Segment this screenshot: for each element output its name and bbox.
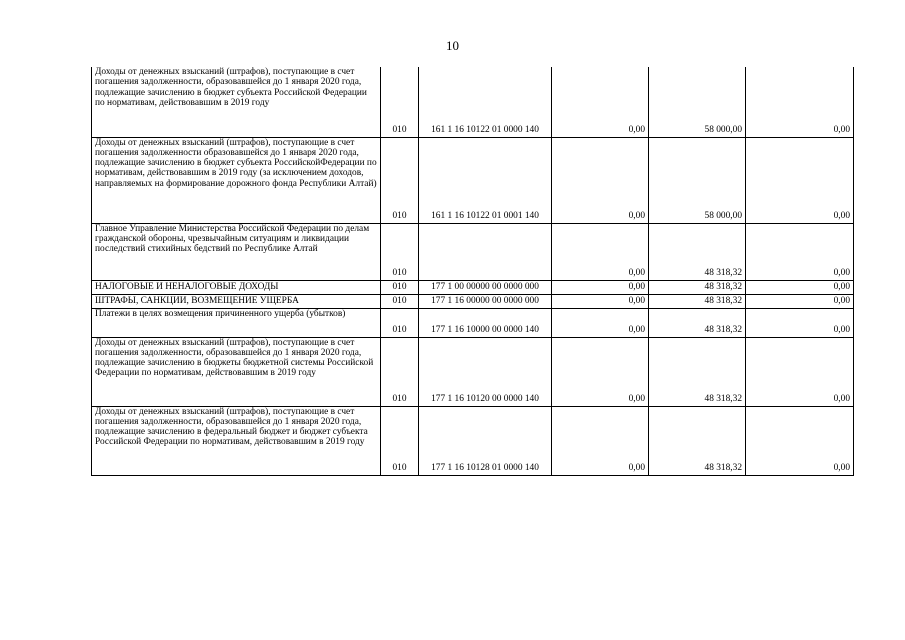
- row-value-3: 0,00: [746, 406, 854, 475]
- row-code: 010: [381, 406, 419, 475]
- row-name: ШТРАФЫ, САНКЦИИ, ВОЗМЕЩЕНИЕ УЩЕРБА: [92, 294, 381, 308]
- row-code: 010: [381, 223, 419, 280]
- row-value-1: 0,00: [552, 223, 649, 280]
- row-kbk: 177 1 16 10000 00 0000 140: [419, 308, 552, 337]
- row-code: 010: [381, 337, 419, 406]
- row-value-2: 58 000,00: [649, 67, 746, 137]
- row-kbk: 177 1 16 10120 00 0000 140: [419, 337, 552, 406]
- row-name: Доходы от денежных взысканий (штрафов), поступающие в счет погашения задолженности образовавшейся до 1 января 2020 года, подлежащие зачислению в бюджет субъекта РоссийскойФедерации по нормативам, действовавшим в 2019 году (за исключением доходов, направляемых на формирование дорожного фонда Республики Алтай): [92, 137, 381, 223]
- table-row: [92, 223, 854, 280]
- row-value-3: 0,00: [746, 223, 854, 280]
- table-row: [92, 137, 854, 223]
- row-value-2: 58 000,00: [649, 137, 746, 223]
- table-row: [92, 280, 854, 294]
- table-row: [92, 308, 854, 337]
- row-name: Доходы от денежных взысканий (штрафов), поступающие в счет погашения задолженности, образовавшейся до 1 января 2020 года, подлежащие зачислению в федеральный бюджет и бюджет субъекта Российской Федерации по нормативам, действовавшим в 2019 году: [92, 406, 381, 475]
- row-value-2: 48 318,32: [649, 308, 746, 337]
- row-value-3: 0,00: [746, 137, 854, 223]
- row-value-2: 48 318,32: [649, 337, 746, 406]
- row-value-3: 0,00: [746, 294, 854, 308]
- row-kbk: 177 1 16 00000 00 0000 000: [419, 294, 552, 308]
- table-row: [92, 337, 854, 406]
- row-kbk: 177 1 00 00000 00 0000 000: [419, 280, 552, 294]
- row-name: Доходы от денежных взысканий (штрафов), поступающие в счет погашения задолженности, образовавшейся до 1 января 2020 года, подлежащие зачислению в бюджет субъекта Российской Федерации по нормативам, действовавшим в 2019 году: [92, 67, 381, 137]
- row-value-3: 0,00: [746, 308, 854, 337]
- row-name: Главное Управление Министерства Российской Федерации по делам гражданской обороны, чрезвычайным ситуациям и ликвидации последствий стихийных бедствий по Республике Алтай: [92, 223, 381, 280]
- row-code: 010: [381, 308, 419, 337]
- row-value-1: 0,00: [552, 406, 649, 475]
- row-code: 010: [381, 294, 419, 308]
- row-name: Платежи в целях возмещения причиненного ущерба (убытков): [92, 308, 381, 337]
- row-value-2: 48 318,32: [649, 280, 746, 294]
- row-value-3: 0,00: [746, 337, 854, 406]
- row-value-3: 0,00: [746, 67, 854, 137]
- row-value-1: 0,00: [552, 308, 649, 337]
- row-name: Доходы от денежных взысканий (штрафов), поступающие в счет погашения задолженности, образовавшейся до 1 января 2020 года, подлежащие зачислению в бюджеты бюджетной системы Российской Федерации по нормативам, действовавшим в 2019 году: [92, 337, 381, 406]
- row-value-1: 0,00: [552, 280, 649, 294]
- row-kbk: 177 1 16 10128 01 0000 140: [419, 406, 552, 475]
- row-value-1: 0,00: [552, 294, 649, 308]
- table-row: [92, 67, 854, 137]
- revenue-table: [91, 67, 854, 476]
- row-value-2: 48 318,32: [649, 406, 746, 475]
- row-value-3: 0,00: [746, 280, 854, 294]
- row-code: 010: [381, 280, 419, 294]
- row-code: 010: [381, 67, 419, 137]
- table-row: [92, 294, 854, 308]
- row-value-1: 0,00: [552, 137, 649, 223]
- row-code: 010: [381, 137, 419, 223]
- page-number: 10: [446, 38, 459, 53]
- table-row: [92, 406, 854, 475]
- row-kbk: 161 1 16 10122 01 0001 140: [419, 137, 552, 223]
- row-name: НАЛОГОВЫЕ И НЕНАЛОГОВЫЕ ДОХОДЫ: [92, 280, 381, 294]
- row-kbk: 161 1 16 10122 01 0000 140: [419, 67, 552, 137]
- row-value-1: 0,00: [552, 337, 649, 406]
- row-kbk: [419, 223, 552, 280]
- row-value-2: 48 318,32: [649, 223, 746, 280]
- row-value-1: 0,00: [552, 67, 649, 137]
- row-value-2: 48 318,32: [649, 294, 746, 308]
